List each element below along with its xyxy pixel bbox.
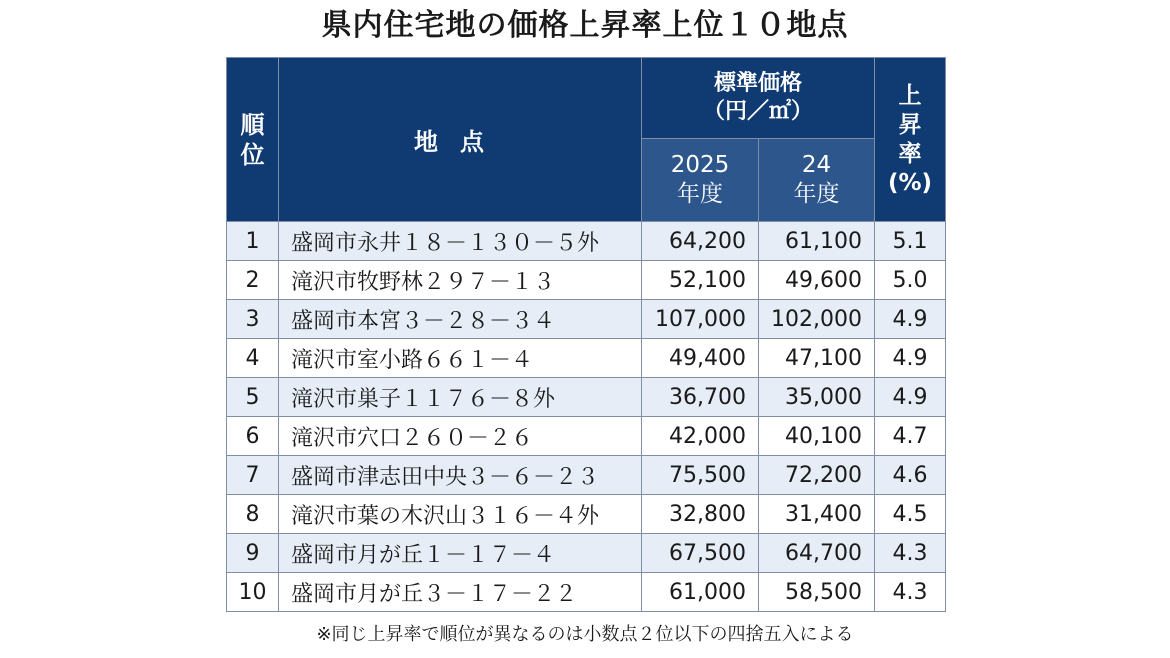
table-row <box>227 261 946 300</box>
rank-cell: 1 <box>227 222 279 261</box>
year-2024-suffix: 年度 <box>793 181 840 207</box>
year-2025-suffix: 年度 <box>677 181 723 207</box>
rate-cell: 5.0 <box>875 261 946 300</box>
rate-cell: 5.1 <box>875 222 946 261</box>
table-row <box>227 222 946 261</box>
price-2025-cell: 107,000 <box>642 300 759 339</box>
price-2025-cell: 67,500 <box>642 534 759 573</box>
rate-header <box>875 58 946 222</box>
year-2025-header <box>642 139 759 222</box>
price-2024-cell: 102,000 <box>759 300 875 339</box>
rank-cell: 8 <box>227 495 279 534</box>
price-2024-cell: 31,400 <box>759 495 875 534</box>
price-2025-cell: 75,500 <box>642 456 759 495</box>
rank-cell: 5 <box>227 378 279 417</box>
rate-cell: 4.7 <box>875 417 946 456</box>
year-2025-label: 2025 <box>670 152 730 178</box>
table-header-row <box>227 58 946 139</box>
rate-header-line1: 上 <box>898 82 922 109</box>
year-2024-header <box>759 139 875 222</box>
table-row <box>227 495 946 534</box>
rate-header-line2: 昇 <box>898 111 922 138</box>
rank-cell: 2 <box>227 261 279 300</box>
standard-price-label: 標準価格 <box>714 71 803 96</box>
price-2024-cell: 58,500 <box>759 573 875 612</box>
price-2025-cell: 61,000 <box>642 573 759 612</box>
location-cell: 滝沢市牧野林２９７－１３ <box>279 261 642 300</box>
rank-cell: 3 <box>227 300 279 339</box>
rate-cell: 4.3 <box>875 534 946 573</box>
price-2025-cell: 42,000 <box>642 417 759 456</box>
location-cell: 盛岡市永井１８－１３０－５外 <box>279 222 642 261</box>
location-cell: 滝沢市巣子１１７６－８外 <box>279 378 642 417</box>
rate-cell: 4.3 <box>875 573 946 612</box>
price-2024-cell: 72,200 <box>759 456 875 495</box>
price-ranking-table <box>226 57 946 612</box>
location-header: 地点 <box>279 58 642 222</box>
location-cell: 滝沢市室小路６６１－４ <box>279 339 642 378</box>
rate-cell: 4.6 <box>875 456 946 495</box>
rank-cell: 10 <box>227 573 279 612</box>
price-2025-cell: 36,700 <box>642 378 759 417</box>
table-row <box>227 573 946 612</box>
rank-cell: 7 <box>227 456 279 495</box>
price-2024-cell: 35,000 <box>759 378 875 417</box>
table-row <box>227 300 946 339</box>
price-2025-cell: 49,400 <box>642 339 759 378</box>
location-cell: 盛岡市月が丘１－１７－４ <box>279 534 642 573</box>
rank-cell: 4 <box>227 339 279 378</box>
table-row <box>227 456 946 495</box>
rank-header-label: 順位 <box>240 110 265 169</box>
table-row <box>227 339 946 378</box>
table-row <box>227 534 946 573</box>
price-2024-cell: 47,100 <box>759 339 875 378</box>
rate-cell: 4.9 <box>875 378 946 417</box>
rate-cell: 4.5 <box>875 495 946 534</box>
rate-cell: 4.9 <box>875 300 946 339</box>
location-cell: 盛岡市月が丘３－１７－２２ <box>279 573 642 612</box>
price-2024-cell: 49,600 <box>759 261 875 300</box>
rank-cell: 6 <box>227 417 279 456</box>
price-2024-cell: 61,100 <box>759 222 875 261</box>
table-row <box>227 378 946 417</box>
location-cell: 盛岡市本宮３－２８－３４ <box>279 300 642 339</box>
price-2025-cell: 32,800 <box>642 495 759 534</box>
rate-cell: 4.9 <box>875 339 946 378</box>
location-cell: 盛岡市津志田中央３－６－２３ <box>279 456 642 495</box>
table-row <box>227 417 946 456</box>
year-2024-label: 24 <box>801 152 832 178</box>
location-cell: 滝沢市葉の木沢山３１６－４外 <box>279 495 642 534</box>
page-title: 県内住宅地の価格上昇率上位１０地点 <box>321 8 849 43</box>
price-2025-cell: 52,100 <box>642 261 759 300</box>
price-2024-cell: 64,700 <box>759 534 875 573</box>
price-2024-cell: 40,100 <box>759 417 875 456</box>
standard-price-unit: （円／㎡） <box>703 99 814 124</box>
location-cell: 滝沢市穴口２６０－２６ <box>279 417 642 456</box>
footnote: ※同じ上昇率で順位が異なるのは小数点２位以下の四捨五入による <box>316 624 854 645</box>
rate-header-line4: (%) <box>887 169 933 196</box>
price-2025-cell: 64,200 <box>642 222 759 261</box>
standard-price-header <box>642 58 875 139</box>
rank-header <box>227 58 279 222</box>
rate-header-line3: 率 <box>898 140 922 167</box>
rank-cell: 9 <box>227 534 279 573</box>
